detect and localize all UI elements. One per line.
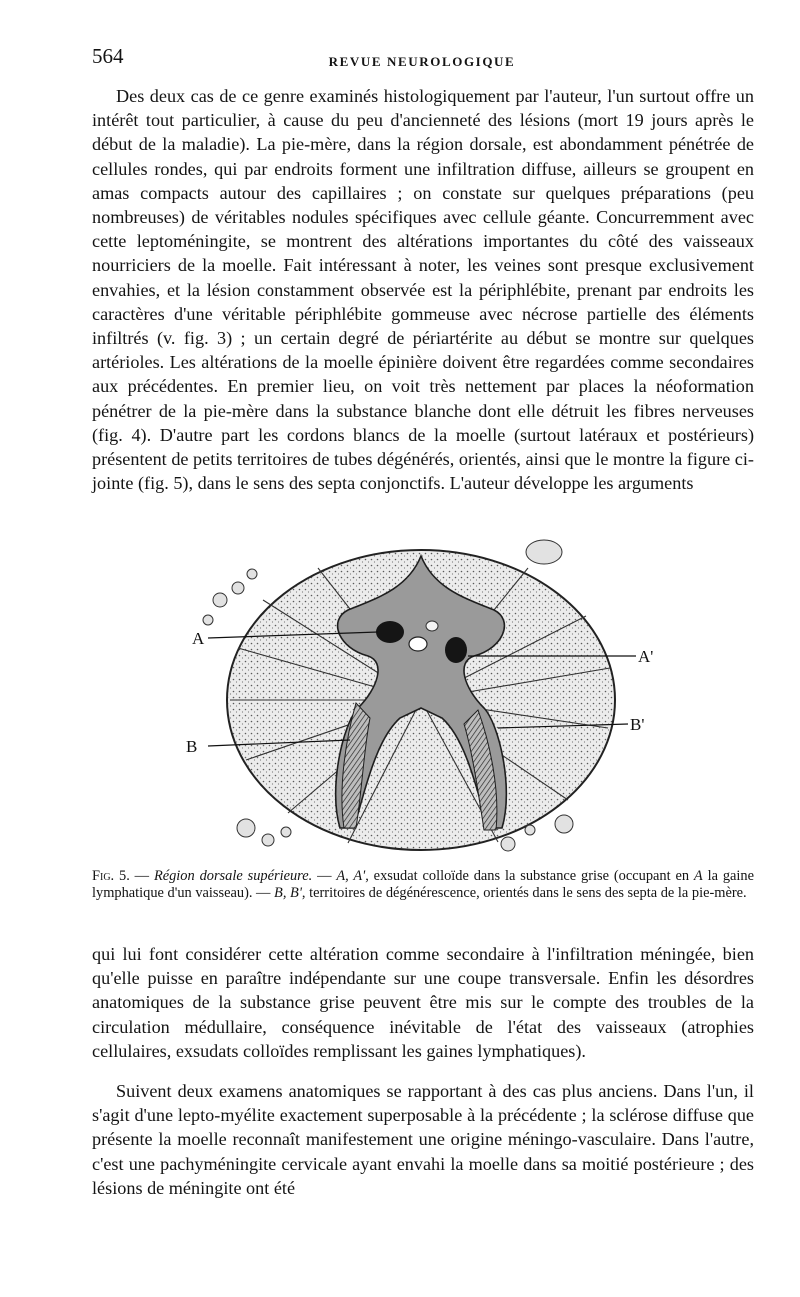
caption-title: Région dorsale supérieure. bbox=[153, 868, 313, 884]
caption-dash: — bbox=[129, 868, 154, 884]
paragraph-2: qui lui font considérer cette altération comme secondaire à l'infiltration méningée, bien qu'elle puisse en paraître indépendante sur une coupe transversale. Enfin les désordres anatomiques de la substance grise peuvent être mis sur le compte des troubles de la circulation médullaire, conséquence inévitable de l'état des vaisseaux (atrophies cellulaires, exsudats colloïdes remplissant les gaines lymphatiques). bbox=[92, 944, 754, 1061]
vessel-cavity-left bbox=[376, 621, 404, 643]
caption-text-2: la gaine lymphatique d'un vaisseau). — bbox=[92, 868, 754, 901]
page-header bbox=[92, 44, 752, 74]
paragraph-3: Suivent deux examens anatomiques se rapportant à des cas plus anciens. Dans l'un, il s'agit d'une lepto-myélite exactement superposable à la précédente ; la sclérose diffuse que présente la moelle reconnaît manifestement une origine méningo-vasculaire. Dans l'autre, c'est une pachyméningite cervicale ayant envahi la moelle dans sa moitié postérieure ; des lésions de méningite ont été bbox=[92, 1081, 754, 1198]
caption-separator: — bbox=[312, 868, 337, 884]
caption-figure-number: Fig. 5. bbox=[92, 868, 130, 884]
caption-text-1: , exsudat colloïde dans la substance grise (occupant en bbox=[365, 868, 694, 884]
figure-caption bbox=[92, 868, 754, 902]
caption-ref-b: B, B' bbox=[274, 885, 302, 901]
caption-text-3: , territoires de dégénérescence, orientés dans le sens des septa de la pie-mère. bbox=[301, 885, 747, 901]
vessel-cavity-right bbox=[445, 637, 467, 663]
label-b-prime: B' bbox=[630, 715, 645, 734]
paragraph-1: Des deux cas de ce genre examinés histologiquement par l'auteur, l'un surtout offre un intérêt tout particulier, à cause du peu d'ancienneté des lésions (mort 19 jours après le début de la maladie). La pie-mère, dans la région dorsale, est abondamment pénétrée de cellules rondes, qui par endroits forment une infiltration diffuse, ailleurs se groupent en amas compacts autour des capillaires ; on constate sur quelques préparations (peu nombreuses) de véritables nodules spécifiques avec cellule géante. Concurremment avec cette leptoméningite, se montrent des altérations importantes du côté des vaisseaux nourriciers de la moelle. Fait intéressant à noter, les veines sont presque exclusivement envahies, et la lésion constamment observée est la périphlébite, prenant par endroits les caractères d'une véritable périphlébite gommeuse avec nécrose partielle des éléments infiltrés (v. fig. 3) ; un certain degré de périartérite au début se montre sur quelques artérioles. Les altérations de la moelle épinière doivent être regardées comme secondaires aux précédentes. En premier lieu, on voit très nettement par places la néoformation pénétrer de la pie-mère dans la substance blanche dont elle détruit les fibres nerveuses (fig. 4). D'autre part les cordons blancs de la moelle (surtout latéraux et postérieurs) présentent de petits territoires de tubes dégénérés, orientés, ainsi que le montre la figure ci-jointe (fig. 5), dans le sens des septa conjonctifs. L'auteur développe les arguments bbox=[92, 86, 754, 494]
colloid-exsudate bbox=[426, 621, 438, 631]
label-a: A bbox=[192, 629, 205, 648]
figure-5-spinal-cord-section bbox=[178, 528, 658, 868]
page-number: 564 bbox=[92, 44, 124, 68]
caption-ref-a2: A bbox=[693, 868, 703, 884]
running-title: REVUE NEUROLOGIQUE bbox=[328, 54, 516, 69]
central-canal bbox=[409, 637, 427, 651]
label-b: B bbox=[186, 737, 198, 756]
caption-ref-a: A, A' bbox=[336, 868, 366, 884]
label-a-prime: A' bbox=[638, 647, 654, 666]
